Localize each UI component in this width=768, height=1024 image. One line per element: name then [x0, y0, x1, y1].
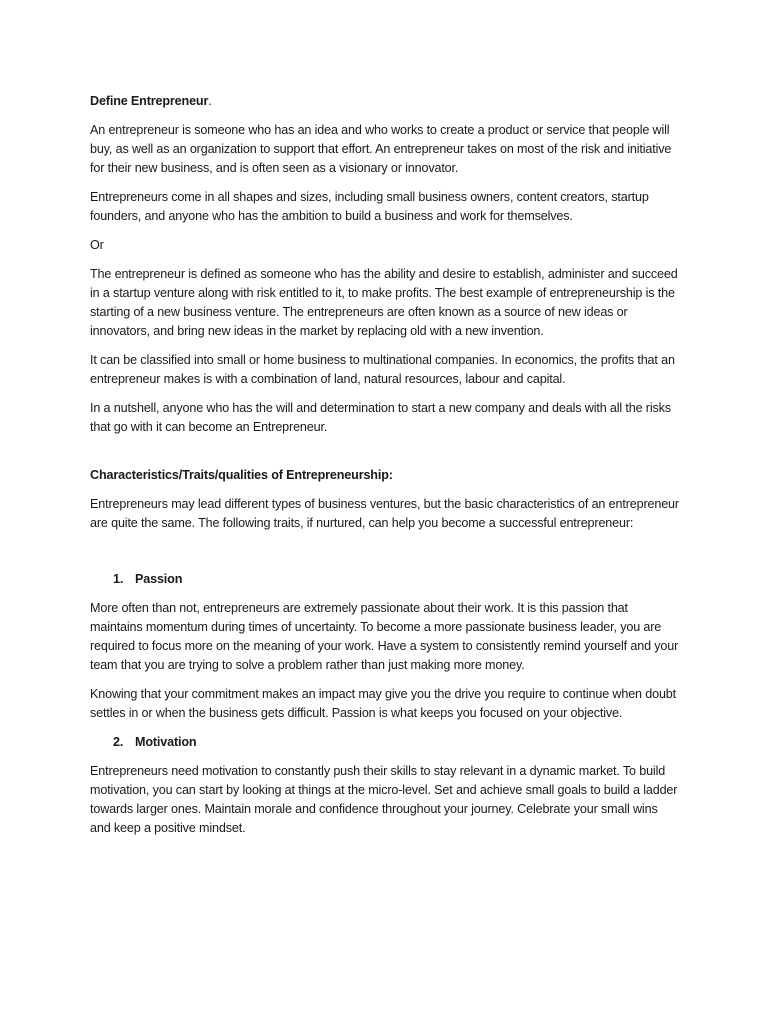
- list-item-title: Passion: [135, 572, 183, 586]
- list-number: 1.: [113, 572, 124, 586]
- define-paragraph-2: Entrepreneurs come in all shapes and sizes, including small business owners, content creators, startup founders, and anyone who has the ambition to build a business and work for themselves.: [90, 190, 649, 223]
- define-paragraph-1: An entrepreneur is someone who has an idea and who works to create a product or service that people will buy, as well as an organization to support that effort. An entrepreneur takes on most of the risk and initiative for their new business, and is often seen as a visionary or innovator.: [90, 123, 672, 175]
- passion-paragraph-2: Knowing that your commitment makes an impact may give you the drive you require to continue when doubt settles in or when the business gets difficult. Passion is what keeps you focused on your objective.: [90, 687, 677, 720]
- list-item-title: Motivation: [135, 735, 197, 749]
- section-heading-characteristics: Characteristics/Traits/qualities of Entrepreneurship:: [90, 468, 393, 482]
- section-heading-define: [90, 92, 680, 111]
- define-paragraph-5: In a nutshell, anyone who has the will and determination to start a new company and deals with all the risks that go with it can become an Entrepreneur.: [90, 401, 671, 434]
- list-number: 2.: [113, 735, 124, 749]
- list-item-passion-heading: [90, 570, 680, 589]
- define-paragraph-4: It can be classified into small or home business to multinational companies. In economics, the profits that an entrepreneur makes is with a combination of land, natural resources, labour and capital.: [90, 353, 675, 386]
- define-title-period: .: [208, 94, 212, 108]
- define-or: Or: [90, 238, 104, 252]
- motivation-paragraph-1: Entrepreneurs need motivation to constantly push their skills to stay relevant in a dynamic market. To build motivation, you can start by looking at things at the micro-level. Set and achieve small goals to build a ladder towards larger ones. Maintain morale and confidence throughout your journey. Celebrate your small wins and keep a positive mindset.: [90, 764, 678, 835]
- characteristics-intro: Entrepreneurs may lead different types of business ventures, but the basic characteristics of an entrepreneur are quite the same. The following traits, if nurtured, can help you become a successful entrepreneur:: [90, 497, 679, 530]
- define-paragraph-3: The entrepreneur is defined as someone who has the ability and desire to establish, administer and succeed in a startup venture along with risk entitled to it, to make profits. The best example of entrepreneurship is the starting of a new business venture. The entrepreneurs are often known as a source of new ideas or innovators, and bring new ideas in the market by replacing old with a new invention.: [90, 267, 678, 338]
- list-item-motivation-heading: [90, 733, 680, 752]
- define-title: Define Entrepreneur: [90, 94, 209, 108]
- document-page: [90, 92, 680, 848]
- passion-paragraph-1: More often than not, entrepreneurs are extremely passionate about their work. It is this passion that maintains momentum during times of uncertainty. To become a more passionate business leader, you are required to focus more on the meaning of your work. Have a system to consistently remind yourself and your team that you are trying to solve a problem rather than just making more money.: [90, 601, 679, 672]
